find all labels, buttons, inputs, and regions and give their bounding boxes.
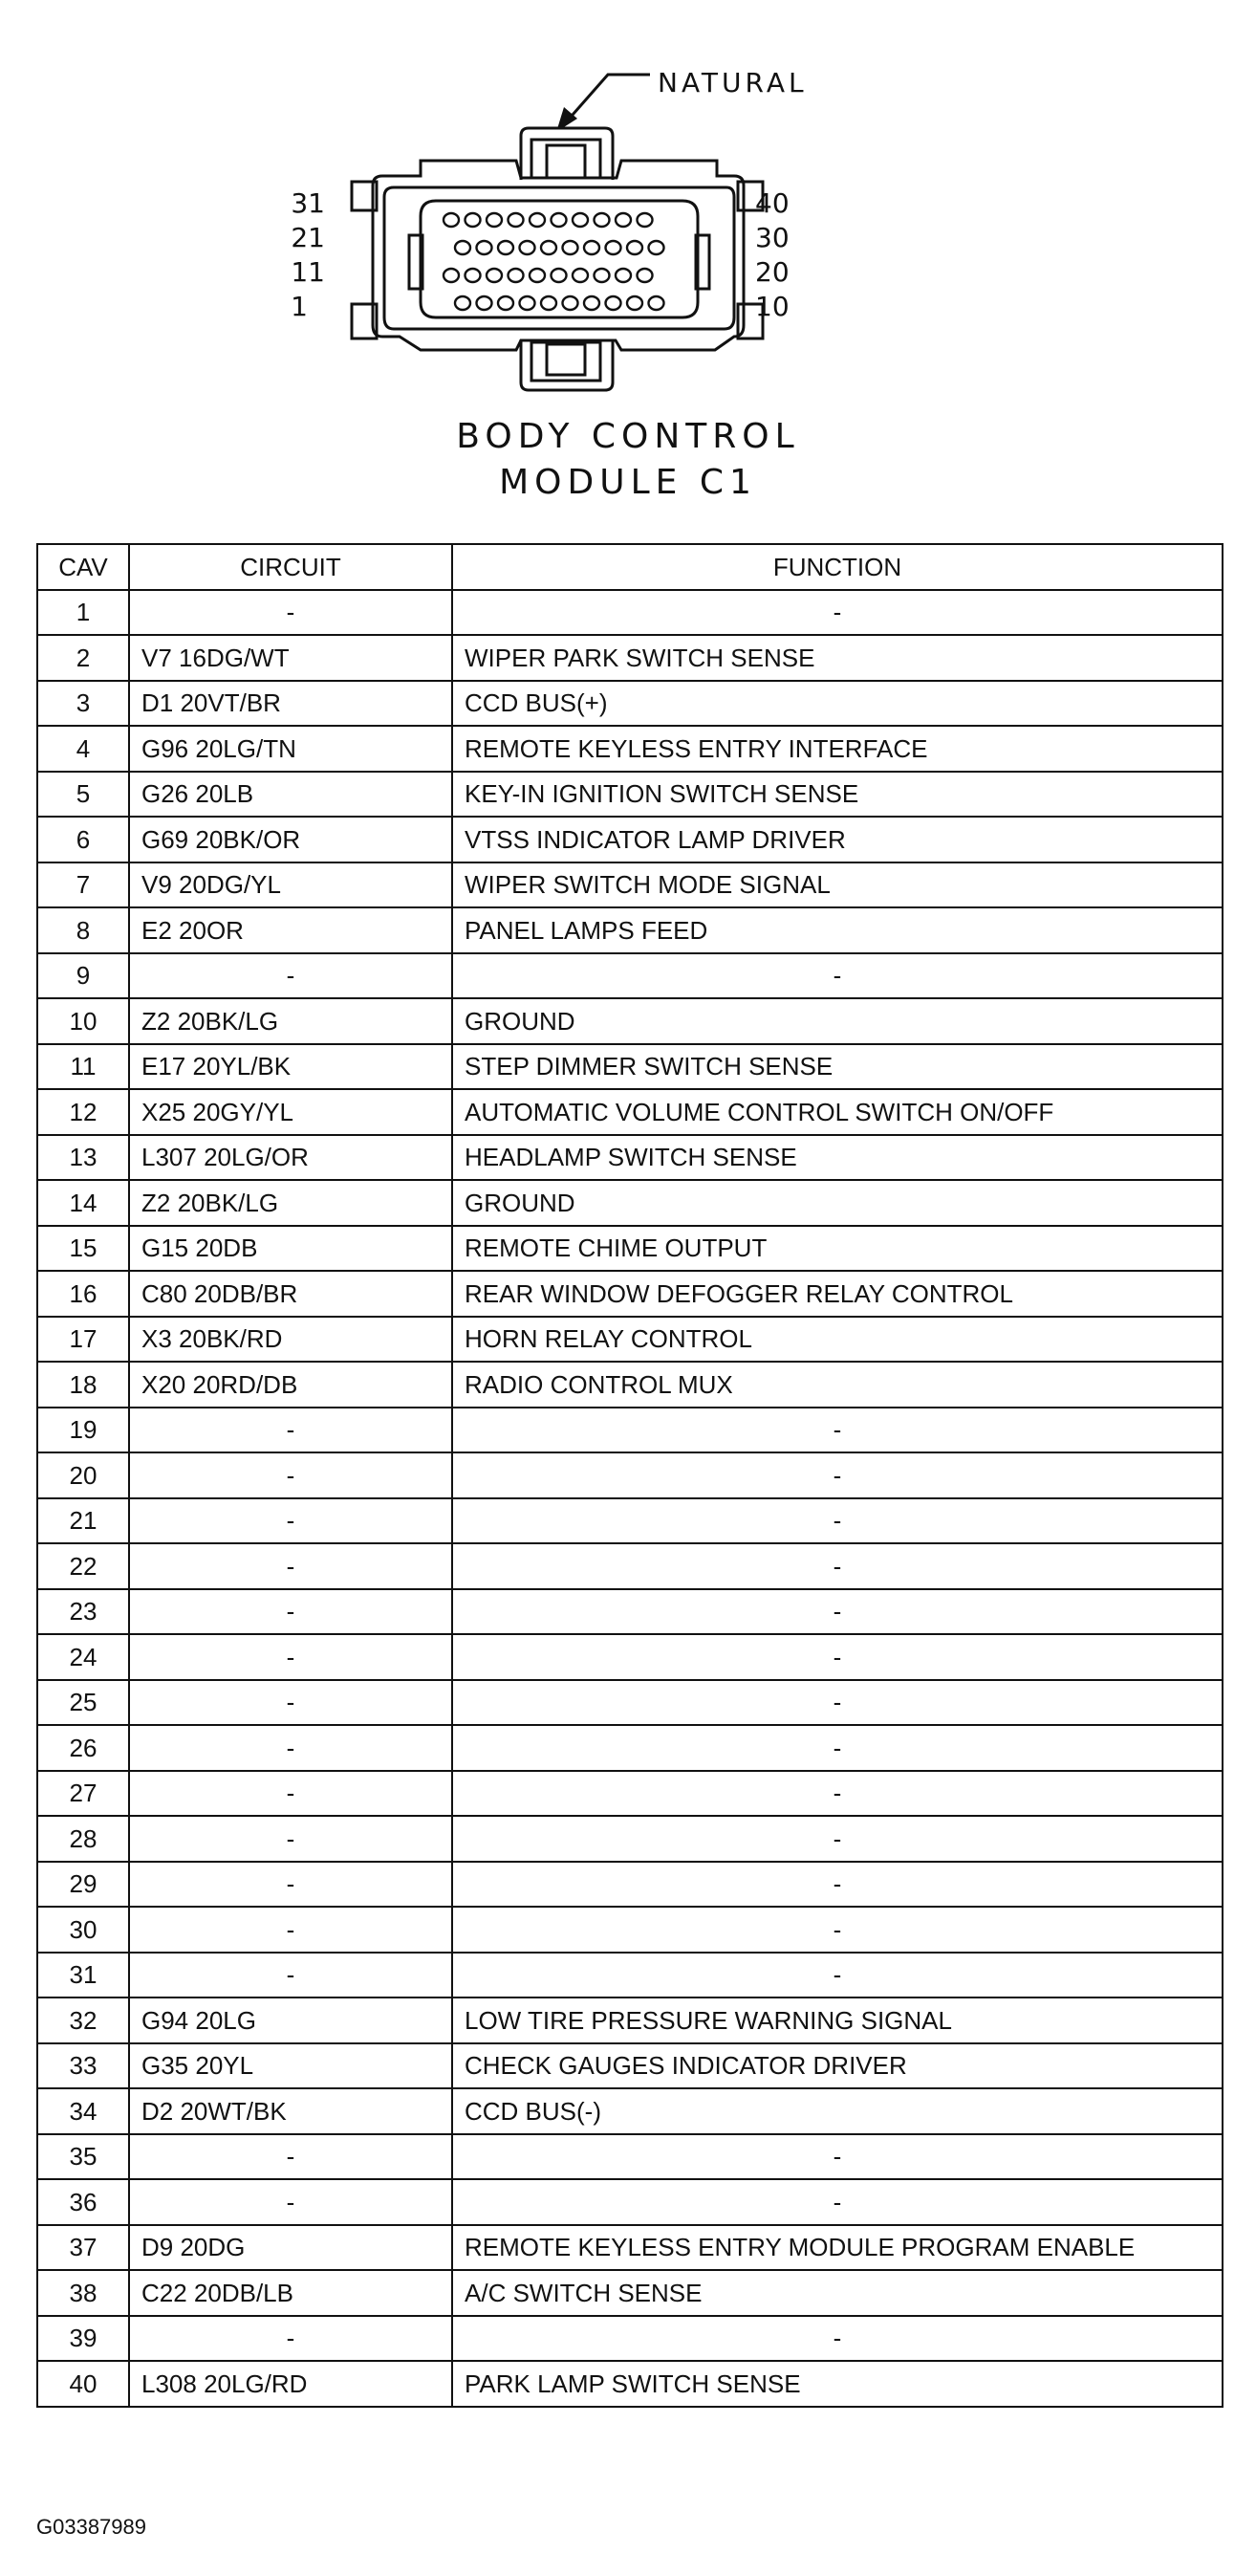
function-cell: - [452, 1725, 1223, 1771]
bottom-latch [521, 339, 613, 390]
cav-cell: 32 [37, 1997, 129, 2043]
table-row [37, 1680, 1223, 1726]
right-pin-label: 10 [755, 291, 790, 322]
cav-cell: 40 [37, 2361, 129, 2407]
cav-cell: 2 [37, 635, 129, 681]
function-cell: RADIO CONTROL MUX [452, 1362, 1223, 1408]
cav-cell: 24 [37, 1634, 129, 1680]
function-cell: - [452, 590, 1223, 636]
function-cell: - [452, 1862, 1223, 1908]
circuit-cell: G94 20LG [129, 1997, 452, 2043]
right-pin-labels [755, 187, 790, 322]
pin-hole [584, 296, 599, 310]
function-cell: - [452, 1589, 1223, 1635]
cav-cell: 17 [37, 1317, 129, 1363]
pin-hole [466, 269, 481, 282]
table-row [37, 726, 1223, 772]
pin-hole [595, 213, 610, 227]
table-row [37, 2225, 1223, 2271]
circuit-cell: - [129, 953, 452, 999]
table-row [37, 1862, 1223, 1908]
table-row [37, 1543, 1223, 1589]
left-pin-label: 31 [291, 187, 325, 219]
pin-hole [573, 213, 588, 227]
table-row [37, 1362, 1223, 1408]
circuit-cell: - [129, 2134, 452, 2180]
circuit-cell: G69 20BK/OR [129, 817, 452, 862]
table-row [37, 772, 1223, 818]
function-cell: REMOTE KEYLESS ENTRY INTERFACE [452, 726, 1223, 772]
table-row [37, 1816, 1223, 1862]
circuit-cell: - [129, 2316, 452, 2362]
table-row [37, 590, 1223, 636]
function-cell: - [452, 2179, 1223, 2225]
circuit-cell: - [129, 590, 452, 636]
header-circuit: CIRCUIT [129, 544, 452, 590]
circuit-cell: - [129, 1953, 452, 1998]
function-cell: HEADLAMP SWITCH SENSE [452, 1135, 1223, 1181]
pin-hole [563, 241, 578, 254]
header-cav: CAV [37, 544, 129, 590]
pin-hole [616, 269, 631, 282]
cav-cell: 6 [37, 817, 129, 862]
function-cell: - [452, 1452, 1223, 1498]
pin-hole [541, 241, 556, 254]
function-cell: - [452, 2316, 1223, 2362]
cav-cell: 27 [37, 1771, 129, 1817]
table-row [37, 1271, 1223, 1317]
table-row [37, 1589, 1223, 1635]
table-row [37, 2179, 1223, 2225]
pin-hole [477, 296, 492, 310]
circuit-cell: E17 20YL/BK [129, 1044, 452, 1090]
function-cell: STEP DIMMER SWITCH SENSE [452, 1044, 1223, 1090]
cav-cell: 14 [37, 1180, 129, 1226]
table-row [37, 1135, 1223, 1181]
cav-cell: 10 [37, 998, 129, 1044]
function-cell: AUTOMATIC VOLUME CONTROL SWITCH ON/OFF [452, 1089, 1223, 1135]
cav-cell: 1 [37, 590, 129, 636]
table-row [37, 1226, 1223, 1272]
circuit-cell: X20 20RD/DB [129, 1362, 452, 1408]
table-row [37, 1317, 1223, 1363]
cav-cell: 5 [37, 772, 129, 818]
table-row [37, 1953, 1223, 1998]
circuit-cell: - [129, 1816, 452, 1862]
pin-hole [649, 296, 664, 310]
function-cell: REMOTE KEYLESS ENTRY MODULE PROGRAM ENABLE [452, 2225, 1223, 2271]
function-cell: CCD BUS(+) [452, 681, 1223, 727]
cav-cell: 30 [37, 1907, 129, 1953]
table-row [37, 2043, 1223, 2089]
cav-cell: 18 [37, 1362, 129, 1408]
table-row [37, 1452, 1223, 1498]
circuit-cell: - [129, 1862, 452, 1908]
figure-id: G03387989 [36, 2515, 146, 2539]
cav-cell: 13 [37, 1135, 129, 1181]
table-row [37, 1498, 1223, 1544]
table-row [37, 1771, 1223, 1817]
cav-cell: 23 [37, 1589, 129, 1635]
function-cell: - [452, 1634, 1223, 1680]
cav-cell: 35 [37, 2134, 129, 2180]
cav-cell: 25 [37, 1680, 129, 1726]
function-cell: REMOTE CHIME OUTPUT [452, 1226, 1223, 1272]
function-cell: CCD BUS(-) [452, 2088, 1223, 2134]
circuit-cell: - [129, 1907, 452, 1953]
cav-cell: 9 [37, 953, 129, 999]
pin-hole [487, 269, 502, 282]
pin-hole [520, 296, 535, 310]
function-cell: GROUND [452, 1180, 1223, 1226]
pin-hole [444, 269, 459, 282]
table-row [37, 2270, 1223, 2316]
function-cell: GROUND [452, 998, 1223, 1044]
cav-cell: 12 [37, 1089, 129, 1135]
circuit-cell: C22 20DB/LB [129, 2270, 452, 2316]
pin-hole [584, 241, 599, 254]
pin-hole [627, 296, 642, 310]
pin-hole [444, 213, 459, 227]
table-row [37, 1634, 1223, 1680]
cav-cell: 34 [37, 2088, 129, 2134]
circuit-cell: D9 20DG [129, 2225, 452, 2271]
pin-hole [498, 241, 513, 254]
circuit-cell: V7 16DG/WT [129, 635, 452, 681]
cav-cell: 39 [37, 2316, 129, 2362]
cav-cell: 3 [37, 681, 129, 727]
left-pin-label: 21 [291, 222, 325, 253]
pin-hole [455, 296, 470, 310]
cav-cell: 33 [37, 2043, 129, 2089]
callout-label: NATURAL [658, 67, 808, 98]
pin-hole [573, 269, 588, 282]
circuit-cell: - [129, 1589, 452, 1635]
cav-cell: 7 [37, 862, 129, 908]
function-cell: LOW TIRE PRESSURE WARNING SIGNAL [452, 1997, 1223, 2043]
function-cell: REAR WINDOW DEFOGGER RELAY CONTROL [452, 1271, 1223, 1317]
cav-cell: 26 [37, 1725, 129, 1771]
pin-hole [530, 269, 545, 282]
function-cell: - [452, 1408, 1223, 1453]
right-pin-label: 20 [755, 256, 790, 288]
circuit-cell: G15 20DB [129, 1226, 452, 1272]
header-function: FUNCTION [452, 544, 1223, 590]
function-cell: - [452, 1498, 1223, 1544]
circuit-cell: - [129, 1408, 452, 1453]
cav-cell: 11 [37, 1044, 129, 1090]
table-row [37, 1725, 1223, 1771]
pin-hole [638, 213, 653, 227]
pin-hole [509, 269, 524, 282]
function-cell: CHECK GAUGES INDICATOR DRIVER [452, 2043, 1223, 2089]
pin-hole [487, 213, 502, 227]
function-cell: KEY-IN IGNITION SWITCH SENSE [452, 772, 1223, 818]
table-row [37, 953, 1223, 999]
pin-hole [595, 269, 610, 282]
callout-arrow [566, 75, 650, 122]
circuit-cell: - [129, 1543, 452, 1589]
table-row [37, 1089, 1223, 1135]
circuit-cell: - [129, 1680, 452, 1726]
circuit-cell: Z2 20BK/LG [129, 1180, 452, 1226]
circuit-cell: - [129, 1498, 452, 1544]
table-row [37, 681, 1223, 727]
table-body [37, 590, 1223, 2407]
cav-cell: 28 [37, 1816, 129, 1862]
circuit-cell: D1 20VT/BR [129, 681, 452, 727]
cav-cell: 4 [37, 726, 129, 772]
cav-cell: 31 [37, 1953, 129, 1998]
cav-cell: 36 [37, 2179, 129, 2225]
circuit-cell: E2 20OR [129, 907, 452, 953]
connector-housing [352, 161, 763, 350]
circuit-cell: D2 20WT/BK [129, 2088, 452, 2134]
pin-hole [563, 296, 578, 310]
pinout-table [36, 543, 1224, 2408]
connector-diagram [0, 0, 1256, 535]
connector-title-line1: BODY CONTROL [456, 417, 800, 456]
table-row [37, 2316, 1223, 2362]
right-pin-label: 30 [755, 222, 790, 253]
cav-cell: 37 [37, 2225, 129, 2271]
function-cell: WIPER PARK SWITCH SENSE [452, 635, 1223, 681]
function-cell: HORN RELAY CONTROL [452, 1317, 1223, 1363]
function-cell: - [452, 2134, 1223, 2180]
function-cell: - [452, 1771, 1223, 1817]
cav-cell: 22 [37, 1543, 129, 1589]
connector-title-line2: MODULE C1 [499, 463, 757, 502]
function-cell: - [452, 953, 1223, 999]
left-pin-label: 11 [291, 256, 325, 288]
cav-cell: 38 [37, 2270, 129, 2316]
table-row [37, 1180, 1223, 1226]
circuit-cell: X25 20GY/YL [129, 1089, 452, 1135]
cav-cell: 21 [37, 1498, 129, 1544]
pin-hole [552, 269, 567, 282]
function-cell: VTSS INDICATOR LAMP DRIVER [452, 817, 1223, 862]
pin-hole [509, 213, 524, 227]
circuit-cell: - [129, 1634, 452, 1680]
table-row [37, 1408, 1223, 1453]
table-row [37, 1907, 1223, 1953]
top-latch [521, 128, 613, 180]
pin-hole [649, 241, 664, 254]
table-header-row [37, 544, 1223, 590]
circuit-cell: C80 20DB/BR [129, 1271, 452, 1317]
pin-hole [455, 241, 470, 254]
pin-hole [606, 241, 621, 254]
function-cell: PARK LAMP SWITCH SENSE [452, 2361, 1223, 2407]
table-row [37, 635, 1223, 681]
function-cell: WIPER SWITCH MODE SIGNAL [452, 862, 1223, 908]
table-row [37, 1044, 1223, 1090]
right-pin-label: 40 [755, 187, 790, 219]
pin-hole [638, 269, 653, 282]
function-cell: PANEL LAMPS FEED [452, 907, 1223, 953]
circuit-cell: - [129, 1452, 452, 1498]
circuit-cell: G96 20LG/TN [129, 726, 452, 772]
circuit-cell: L308 20LG/RD [129, 2361, 452, 2407]
circuit-cell: - [129, 1771, 452, 1817]
circuit-cell: Z2 20BK/LG [129, 998, 452, 1044]
pin-hole [466, 213, 481, 227]
pin-hole [530, 213, 545, 227]
cav-cell: 15 [37, 1226, 129, 1272]
pin-hole [498, 296, 513, 310]
function-cell: - [452, 1953, 1223, 1998]
pin-hole [541, 296, 556, 310]
pin-hole [520, 241, 535, 254]
function-cell: A/C SWITCH SENSE [452, 2270, 1223, 2316]
function-cell: - [452, 1907, 1223, 1953]
cav-cell: 29 [37, 1862, 129, 1908]
table-row [37, 862, 1223, 908]
table-row [37, 2088, 1223, 2134]
table-row [37, 907, 1223, 953]
function-cell: - [452, 1816, 1223, 1862]
cav-cell: 16 [37, 1271, 129, 1317]
cav-cell: 20 [37, 1452, 129, 1498]
circuit-cell: L307 20LG/OR [129, 1135, 452, 1181]
function-cell: - [452, 1543, 1223, 1589]
table-row [37, 2361, 1223, 2407]
circuit-cell: - [129, 1725, 452, 1771]
pin-hole [552, 213, 567, 227]
left-pin-labels [291, 187, 325, 322]
cav-cell: 8 [37, 907, 129, 953]
circuit-cell: G35 20YL [129, 2043, 452, 2089]
circuit-cell: X3 20BK/RD [129, 1317, 452, 1363]
pin-hole [606, 296, 621, 310]
pin-hole [477, 241, 492, 254]
table-row [37, 817, 1223, 862]
pin-hole [616, 213, 631, 227]
cav-cell: 19 [37, 1408, 129, 1453]
circuit-cell: V9 20DG/YL [129, 862, 452, 908]
table-row [37, 998, 1223, 1044]
function-cell: - [452, 1680, 1223, 1726]
circuit-cell: G26 20LB [129, 772, 452, 818]
circuit-cell: - [129, 2179, 452, 2225]
pin-grid [444, 213, 664, 310]
left-pin-label: 1 [291, 291, 308, 322]
table-row [37, 1997, 1223, 2043]
pin-hole [627, 241, 642, 254]
table-row [37, 2134, 1223, 2180]
